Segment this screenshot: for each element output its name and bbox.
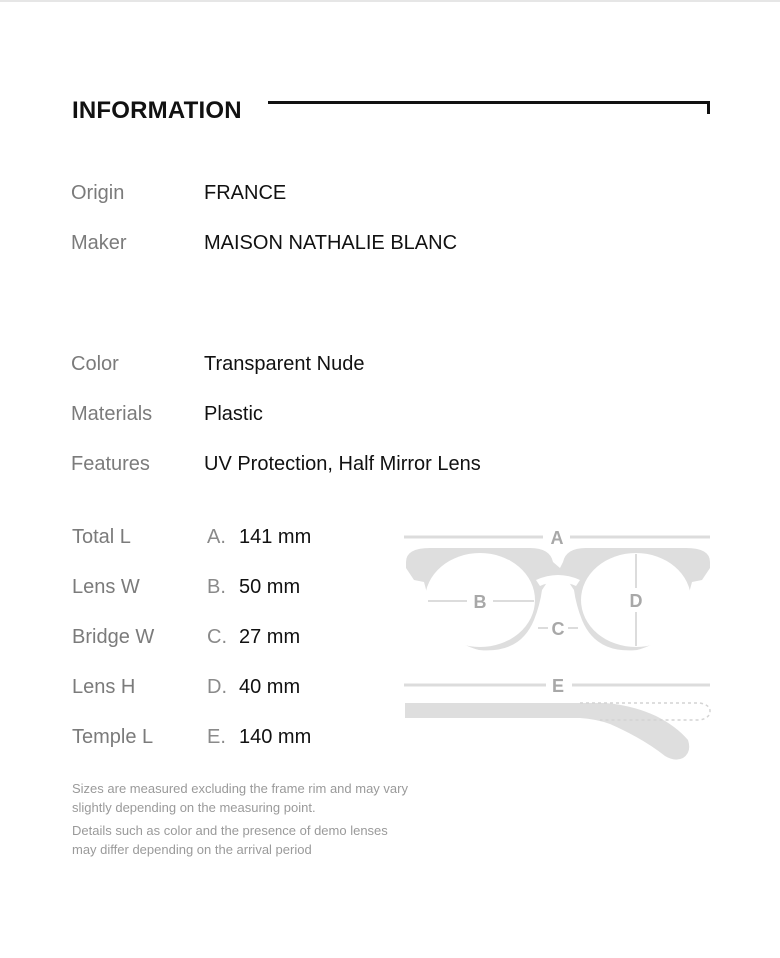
product-row-color [71, 353, 531, 383]
title-rule [268, 101, 710, 104]
spec-label: Lens H [72, 676, 136, 698]
spec-label: Total L [72, 526, 131, 548]
product-label: Materials [71, 403, 153, 425]
spec-value: 27 mm [239, 626, 301, 648]
marker-e: E [551, 676, 565, 696]
marker-c: C [551, 619, 565, 639]
marker-b: B [473, 592, 487, 612]
temple-arm [405, 703, 689, 760]
info-value: MAISON NATHALIE BLANC [204, 232, 458, 254]
spec-value: 50 mm [239, 576, 301, 598]
spec-row-total-length [72, 526, 392, 556]
spec-row-lens-width [72, 576, 392, 606]
spec-label: Lens W [72, 576, 140, 598]
info-label: Maker [71, 232, 127, 254]
product-value: Transparent Nude [204, 353, 365, 375]
spec-row-bridge-width [72, 626, 392, 656]
glasses-measurement-diagram [400, 520, 715, 765]
spec-letter: D. [207, 676, 227, 698]
spec-value: 40 mm [239, 676, 301, 698]
product-row-features [71, 453, 531, 483]
spec-label: Temple L [72, 726, 154, 748]
info-label: Origin [71, 182, 125, 204]
spec-value: 141 mm [239, 526, 312, 548]
spec-letter: E. [207, 726, 226, 748]
section-title: INFORMATION [72, 97, 242, 124]
spec-letter: C. [207, 626, 227, 648]
marker-d: D [629, 591, 643, 611]
measurement-note: Sizes are measured excluding the frame rim and may vary slightly depending on the measuring point. [72, 781, 408, 815]
spec-letter: A. [207, 526, 226, 548]
spec-label: Bridge W [72, 626, 155, 648]
product-label: Features [71, 453, 150, 475]
top-divider [0, 0, 780, 2]
spec-letter: B. [207, 576, 226, 598]
info-value: FRANCE [204, 182, 287, 204]
info-row-origin [71, 182, 531, 212]
product-value: UV Protection, Half Mirror Lens [204, 453, 481, 475]
product-row-materials [71, 403, 531, 433]
spec-row-lens-height [72, 676, 392, 706]
marker-a: A [550, 528, 564, 548]
product-value: Plastic [204, 403, 263, 425]
product-label: Color [71, 353, 119, 375]
title-rule-end [707, 101, 710, 114]
spec-value: 140 mm [239, 726, 312, 748]
arrival-note: Details such as color and the presence of demo lenses may differ depending on the arrival period [72, 823, 388, 857]
spec-row-temple-length [72, 726, 392, 756]
info-row-maker [71, 232, 531, 262]
